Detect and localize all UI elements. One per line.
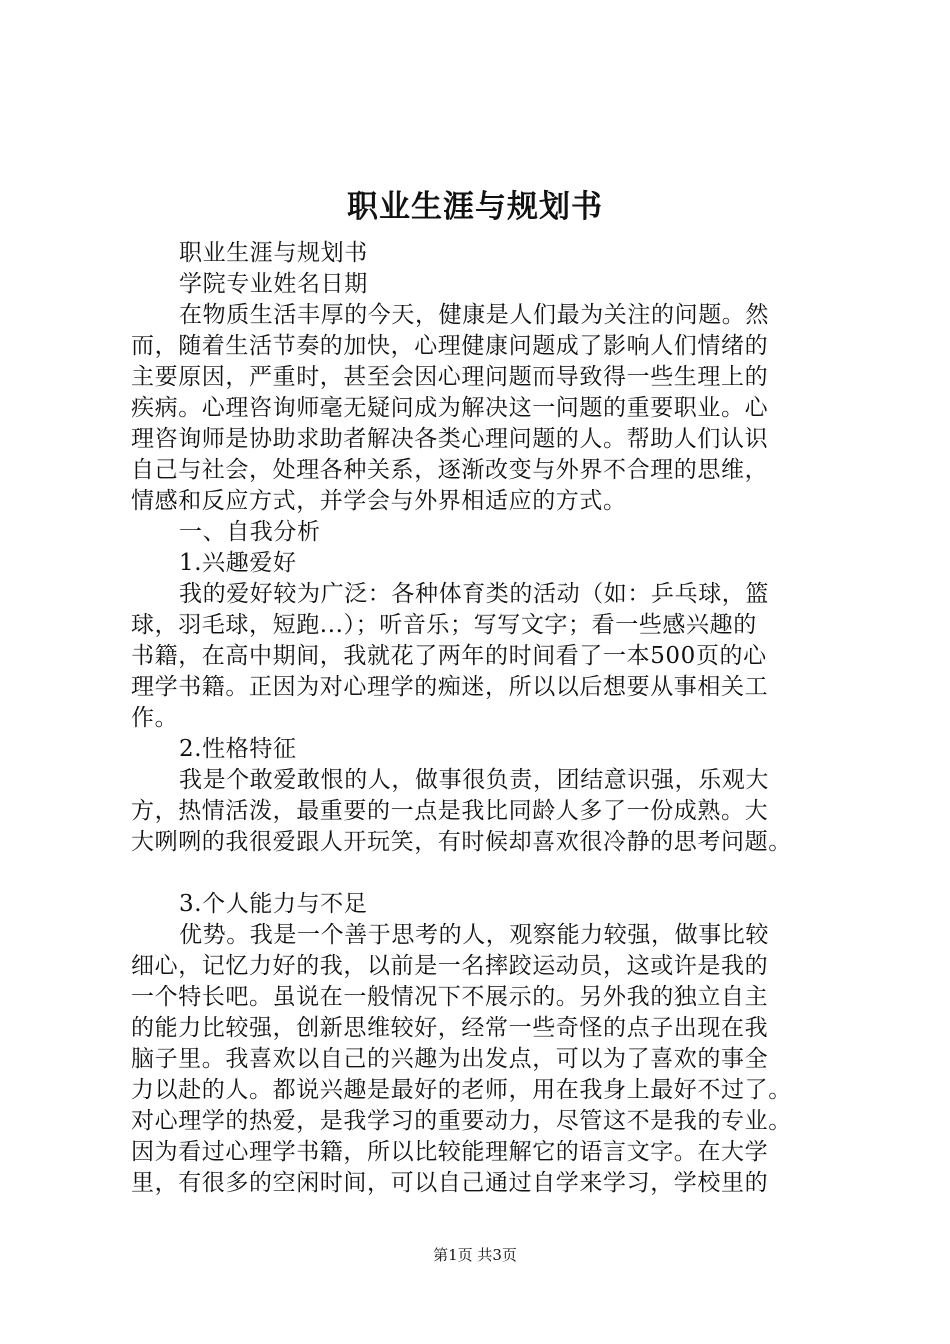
body-line: 情感和反应方式，并学会与外界相适应的方式。 [131, 488, 627, 514]
body-line: 职业生涯与规划书 [179, 240, 368, 266]
body-line: 大咧咧的我很爱跟人开玩笑，有时候却喜欢很冷静的思考问题。 [131, 829, 792, 855]
body-line: 理咨询师是协助求助者解决各类心理问题的人。帮助人们认识 [131, 426, 769, 452]
page-number-footer: 第1页 共3页 [433, 1246, 517, 1264]
body-line: 球，羽毛球，短跑...）；听音乐；写写文字；看一些感兴趣的 [131, 612, 757, 638]
body-line: 我的爱好较为广泛：各种体育类的活动（如：乒乓球，篮 [179, 581, 769, 607]
document-title: 职业生涯与规划书 [347, 189, 603, 225]
section-heading: 一、自我分析 [179, 519, 321, 545]
subsection-heading: 3.个人能力与不足 [179, 891, 368, 917]
body-line: 优势。我是一个善于思考的人，观察能力较强，做事比较 [179, 922, 769, 948]
body-line: 因为看过心理学书籍，所以比较能理解它的语言文字。在大学 [131, 1139, 769, 1165]
body-line: 学院专业姓名日期 [179, 271, 368, 297]
body-line: 理学书籍。正因为对心理学的痴迷，所以以后想要从事相关工 [131, 674, 769, 700]
body-line: 方，热情活泼，最重要的一点是我比同龄人多了一份成熟。大 [131, 798, 769, 824]
blank-line [131, 858, 841, 889]
subsection-heading: 2.性格特征 [179, 736, 297, 762]
body-line: 我是个敢爱敢恨的人，做事很负责，团结意识强，乐观大 [179, 767, 769, 793]
body-line: 脑子里。我喜欢以自己的兴趣为出发点，可以为了喜欢的事全 [131, 1046, 769, 1072]
body-line: 的能力比较强，创新思维较好，经常一些奇怪的点子出现在我 [131, 1015, 769, 1041]
body-line: 对心理学的热爱，是我学习的重要动力，尽管这不是我的专业。 [131, 1108, 792, 1134]
body-line: 细心，记忆力好的我，以前是一名摔跤运动员，这或许是我的 [131, 953, 769, 979]
body-line: 自己与社会，处理各种关系，逐渐改变与外界不合理的思维， [131, 457, 769, 483]
body-line: 而，随着生活节奏的加快，心理健康问题成了影响人们情绪的 [131, 333, 769, 359]
body-line: 在物质生活丰厚的今天，健康是人们最为关注的问题。然 [179, 302, 769, 328]
body-line: 主要原因，严重时，甚至会因心理问题而导致得一些生理上的 [131, 364, 769, 390]
body-line: 里，有很多的空闲时间，可以自己通过自学来学习，学校里的 [131, 1170, 769, 1196]
body-line: 书籍，在高中期间，我就花了两年的时间看了一本500页的心 [131, 643, 767, 669]
body-line: 作。 [131, 705, 179, 731]
body-line: 一个特长吧。虽说在一般情况下不展示的。另外我的独立自主 [131, 984, 769, 1010]
subsection-heading: 1.兴趣爱好 [179, 550, 297, 576]
body-line: 力以赴的人。都说兴趣是最好的老师，用在我身上最好不过了。 [131, 1077, 792, 1103]
document-body [131, 238, 841, 1199]
body-line: 疾病。心理咨询师毫无疑问成为解决这一问题的重要职业。心 [131, 395, 769, 421]
